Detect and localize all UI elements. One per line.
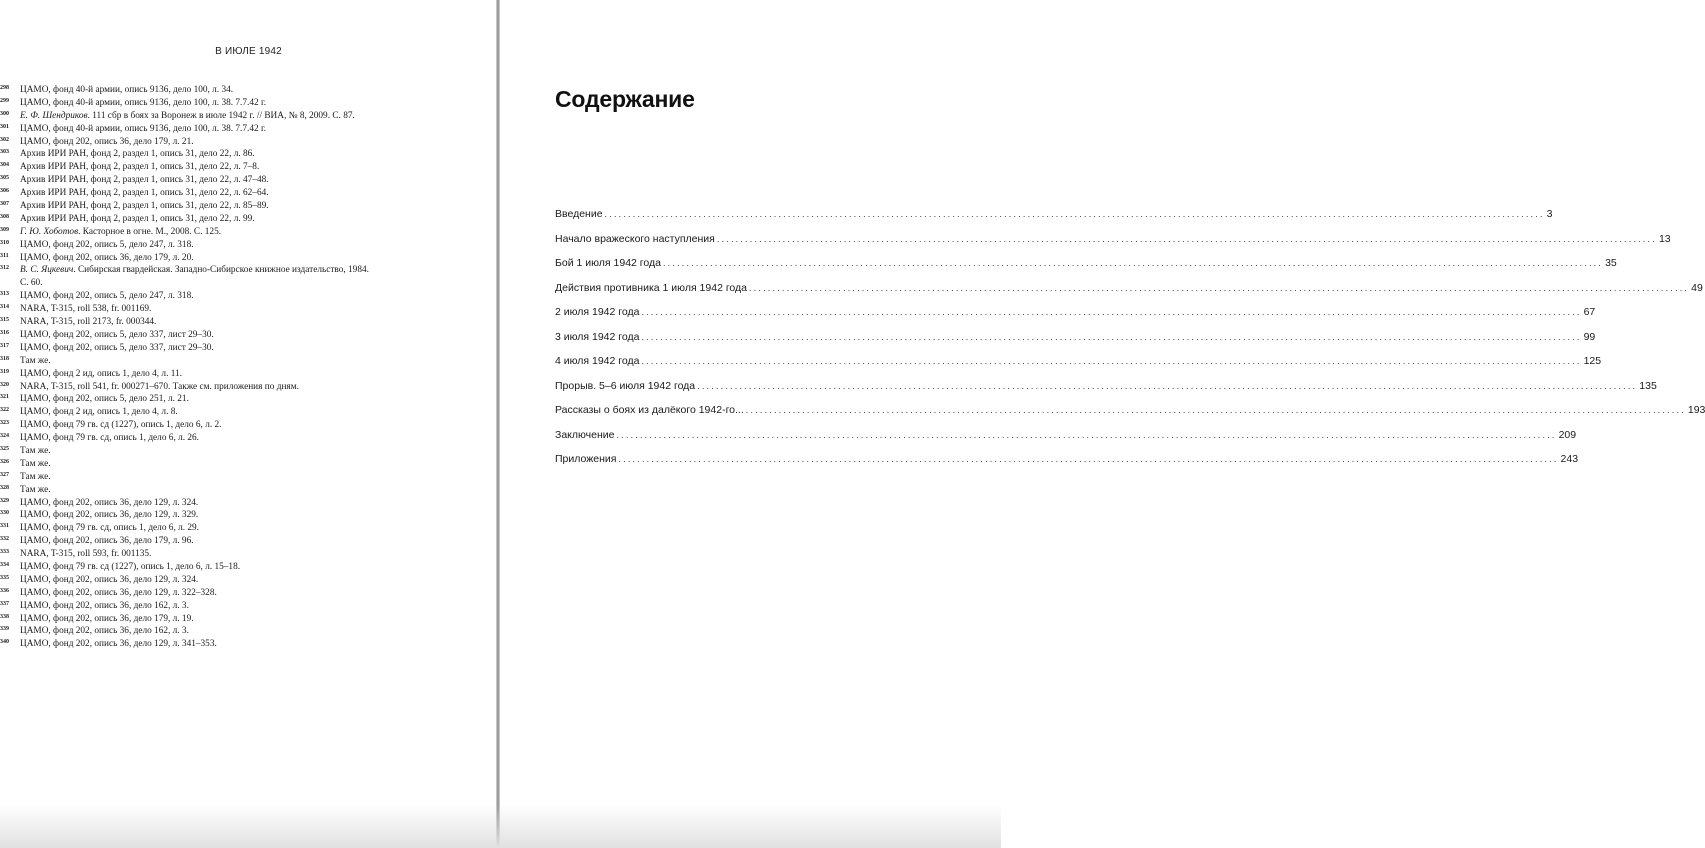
endnote-number: 333 (0, 549, 9, 556)
toc-page-number: 99 (1583, 330, 1596, 343)
endnote-citation: ЦАМО, фонд 202, опись 5, дело 247, л. 318. (20, 291, 194, 302)
endnote-text (20, 432, 199, 445)
endnote-number: 313 (0, 291, 9, 298)
toc-entry[interactable] (555, 428, 1577, 454)
endnote-text (20, 497, 198, 510)
toc-entry[interactable] (555, 257, 1617, 282)
endnote-item (0, 393, 497, 406)
endnote-item (0, 484, 497, 497)
endnote-citation: ЦАМО, фонд 202, опись 5, дело 337, лист 29–30. (20, 329, 214, 340)
endnote-number: 327 (0, 471, 9, 478)
endnote-item (0, 342, 497, 355)
endnote-text (20, 484, 51, 497)
endnote-text (20, 368, 182, 381)
toc-leader-dots: ........................................................................................................................................................................................................ (697, 380, 1638, 391)
endnote-item (0, 406, 497, 419)
toc-entry-label: Начало вражеского наступления (555, 232, 715, 245)
endnote-citation: Там же. (20, 445, 51, 456)
endnote-item (0, 587, 497, 600)
endnote-item (0, 84, 497, 97)
endnote-citation: ЦАМО, фонд 202, опись 36, дело 162, л. 3. (20, 626, 189, 637)
endnote-citation: NARA, T-315, roll 593, fr. 001135. (20, 549, 152, 560)
endnote-item (0, 419, 497, 432)
running-head: В ИЮЛЕ 1942 (215, 46, 282, 57)
endnote-item (0, 303, 497, 316)
endnote-item (0, 316, 497, 329)
endnote-text (20, 522, 199, 535)
endnote-citation: ЦАМО, фонд 202, опись 36, дело 162, л. 3. (20, 600, 189, 611)
endnote-item (0, 97, 497, 110)
endnote-item (0, 136, 497, 149)
endnote-text (20, 136, 194, 149)
endnote-text (20, 393, 189, 406)
toc-entry-label: Заключение (555, 428, 615, 441)
toc-page-number: 67 (1583, 306, 1596, 318)
endnote-citation: . Сибирская гвардейская. Западно-Сибирское книжное издательство, 1984. (73, 265, 369, 276)
endnote-item (0, 264, 497, 290)
endnote-item (0, 574, 497, 587)
endnote-citation: ЦАМО, фонд 202, опись 5, дело 247, л. 318. (20, 239, 194, 250)
endnote-text (20, 239, 194, 252)
endnote-number: 319 (0, 368, 9, 375)
toc-entry-label: Бой 1 июля 1942 года (555, 257, 661, 269)
endnote-item (0, 625, 497, 638)
toc-leader-dots: ........................................................................................................................................................................................................ (616, 429, 1557, 440)
endnote-text (20, 458, 51, 471)
endnote-citation: ЦАМО, фонд 40-й армии, опись 9136, дело 100, л. 34. (20, 85, 234, 95)
endnote-text (20, 445, 51, 458)
toc-leader-dots: ........................................................................................................................................................................................................ (745, 405, 1686, 415)
endnote-item (0, 187, 497, 200)
endnote-number: 306 (0, 188, 9, 195)
endnote-number: 298 (0, 85, 9, 91)
endnote-number: 301 (0, 123, 9, 130)
endnote-citation: ЦАМО, фонд 202, опись 5, дело 337, лист 29–30. (20, 342, 214, 353)
endnote-number: 317 (0, 342, 9, 349)
endnote-citation: ЦАМО, фонд 2 ид, опись 1, дело 4, л. 8. (20, 407, 178, 418)
endnote-text (20, 561, 240, 574)
endnote-item (0, 213, 497, 226)
toc-leader-dots: ........................................................................................................................................................................................................ (716, 233, 1657, 244)
scan-bottom-shadow (0, 805, 1001, 848)
endnote-text (20, 264, 369, 290)
endnote-number: 321 (0, 394, 9, 401)
endnote-number: 307 (0, 201, 9, 208)
endnote-number: 328 (0, 484, 9, 491)
endnote-number: 335 (0, 574, 9, 581)
endnote-number: 332 (0, 536, 9, 543)
endnote-item (0, 110, 497, 123)
endnote-number: 338 (0, 613, 9, 620)
endnote-author: Е. Ф. Шендриков (20, 110, 88, 121)
endnote-item (0, 509, 497, 522)
endnote-number: 331 (0, 523, 9, 530)
endnote-item (0, 548, 497, 561)
endnote-text (20, 123, 266, 136)
endnote-citation: ЦАМО, фонд 202, опись 36, дело 179, л. 20. (20, 252, 194, 263)
toc-page-number: 135 (1639, 379, 1657, 392)
endnote-number: 337 (0, 600, 9, 607)
endnote-item (0, 161, 497, 174)
endnote-text (20, 200, 269, 213)
toc-entry[interactable] (555, 404, 1705, 429)
toc-leader-dots: ........................................................................................................................................................................................................ (641, 356, 1582, 366)
endnote-text (20, 509, 198, 522)
endnote-number: 300 (0, 110, 9, 117)
endnote-citation: Там же. (20, 458, 51, 469)
endnote-number: 329 (0, 497, 9, 504)
toc-entry[interactable] (555, 208, 1553, 233)
toc-leader-dots: ........................................................................................................................................................................................................ (618, 454, 1559, 464)
endnote-item (0, 638, 497, 651)
toc-leader-dots: ........................................................................................................................................................................................................ (641, 331, 1582, 342)
endnote-citation: Архив ИРИ РАН, фонд 2, раздел 1, опись 31, дело 22, л. 7–8. (20, 162, 260, 173)
toc-page-number: 243 (1560, 453, 1579, 465)
toc-entry-label: 3 июля 1942 года (555, 330, 640, 343)
toc-page-number: 125 (1583, 355, 1602, 367)
toc-entry[interactable] (555, 232, 1671, 258)
table-of-contents (555, 208, 1705, 478)
endnote-citation: ЦАМО, фонд 202, опись 36, дело 129, л. 341–353. (20, 639, 217, 650)
endnote-citation: Там же. (20, 471, 51, 482)
endnote-citation: Архив ИРИ РАН, фонд 2, раздел 1, опись 31, дело 22, л. 85–89. (20, 201, 269, 212)
endnote-item (0, 239, 497, 252)
endnote-text (20, 342, 214, 355)
endnote-text (20, 97, 266, 110)
endnote-text (20, 600, 189, 613)
endnote-citation-continued: С. 60. (20, 278, 43, 289)
endnote-citation: ЦАМО, фонд 202, опись 36, дело 179, л. 19. (20, 613, 194, 624)
endnote-item (0, 561, 497, 574)
toc-entry[interactable] (555, 453, 1579, 478)
endnote-item (0, 381, 497, 394)
endnote-citation: ЦАМО, фонд 2 ид, опись 1, дело 4, л. 11. (20, 368, 183, 379)
endnote-citation: ЦАМО, фонд 202, опись 36, дело 129, л. 322–328. (20, 587, 217, 598)
endnote-citation: ЦАМО, фонд 79 гв. сд (1227), опись 1, дело 6, л. 15–18. (20, 561, 241, 572)
endnote-text (20, 226, 221, 239)
endnote-text (20, 290, 194, 303)
endnote-number: 334 (0, 561, 9, 568)
endnote-item (0, 123, 497, 136)
endnote-number: 336 (0, 587, 9, 594)
endnote-number: 323 (0, 420, 9, 427)
endnote-item (0, 600, 497, 613)
toc-leader-dots: ........................................................................................................................................................................................................ (641, 307, 1582, 317)
endnote-number: 311 (0, 252, 9, 259)
toc-entry-label: 2 июля 1942 года (555, 306, 640, 318)
endnote-text (20, 213, 255, 226)
endnote-text (20, 471, 51, 484)
toc-entry-label: Действия противника 1 июля 1942 года (555, 281, 747, 294)
endnote-text (20, 187, 269, 200)
endnote-number: 314 (0, 304, 9, 311)
endnote-author: В. С. Яцкевич (20, 265, 74, 276)
toc-entry[interactable] (555, 355, 1602, 380)
toc-entry[interactable] (555, 306, 1596, 331)
endnote-number: 310 (0, 239, 9, 246)
toc-page-number: 193 (1687, 404, 1705, 416)
endnote-number: 305 (0, 175, 9, 182)
endnote-text (20, 329, 214, 342)
endnote-item (0, 290, 497, 303)
endnote-text (20, 174, 269, 187)
toc-page-number: 209 (1558, 428, 1577, 441)
endnote-number: 303 (0, 149, 9, 156)
endnote-item (0, 522, 497, 535)
endnote-citation: Архив ИРИ РАН, фонд 2, раздел 1, опись 31, дело 22, л. 62–64. (20, 188, 269, 199)
endnote-citation: ЦАМО, фонд 202, опись 36, дело 129, л. 329. (20, 510, 199, 521)
endnote-citation: ЦАМО, фонд 79 гв. сд, опись 1, дело 6, л. 29. (20, 523, 199, 534)
endnote-text (20, 406, 178, 419)
endnote-number: 318 (0, 355, 9, 362)
endnote-number: 339 (0, 626, 9, 633)
endnote-text (20, 252, 194, 265)
endnote-citation: ЦАМО, фонд 202, опись 36, дело 179, л. 96. (20, 536, 194, 547)
toc-page-number: 49 (1691, 281, 1703, 294)
endnote-item (0, 355, 497, 368)
endnote-item (0, 226, 497, 239)
endnote-text (20, 419, 221, 432)
endnote-text (20, 316, 156, 329)
endnote-citation: ЦАМО, фонд 40-й армии, опись 9136, дело 100, л. 38. 7.7.42 г. (20, 97, 267, 108)
endnote-number: 326 (0, 458, 9, 465)
endnote-citation: ЦАМО, фонд 202, опись 36, дело 129, л. 324. (20, 574, 199, 585)
endnote-item (0, 613, 497, 626)
endnote-text (20, 625, 189, 638)
endnote-text (20, 574, 198, 587)
endnote-item (0, 200, 497, 213)
endnote-number: 325 (0, 445, 9, 452)
endnote-number: 340 (0, 639, 9, 646)
endnote-item (0, 329, 497, 342)
endnote-text (20, 355, 51, 368)
endnote-item (0, 497, 497, 510)
endnote-citation: Архив ИРИ РАН, фонд 2, раздел 1, опись 31, дело 22, л. 47–48. (20, 175, 269, 186)
endnote-citation: Там же. (20, 355, 51, 366)
endnote-number: 308 (0, 213, 9, 220)
endnote-number: 330 (0, 510, 9, 517)
endnote-citation: Архив ИРИ РАН, фонд 2, раздел 1, опись 31, дело 22, л. 99. (20, 213, 255, 224)
toc-entry[interactable] (555, 281, 1703, 307)
endnote-number: 299 (0, 97, 9, 104)
endnotes-list (0, 84, 497, 651)
endnote-citation: ЦАМО, фонд 202, опись 36, дело 179, л. 21. (20, 136, 194, 147)
toc-entry-label: Прорыв. 5–6 июля 1942 года (555, 379, 696, 392)
endnote-number: 324 (0, 433, 9, 440)
endnote-text (20, 587, 217, 600)
toc-page-number: 35 (1605, 257, 1617, 269)
endnote-item (0, 368, 497, 381)
endnote-item (0, 432, 497, 445)
endnote-item (0, 148, 497, 161)
endnote-item (0, 174, 497, 187)
endnote-number: 304 (0, 162, 9, 169)
toc-entry-label: Рассказы о боях из далёкого 1942-го... (555, 404, 744, 416)
endnote-citation: . 111 сбр в боях за Воронеж в июле 1942 г. // ВИА, № 8, 2009. С. 87. (87, 110, 355, 121)
toc-entry[interactable] (555, 379, 1657, 405)
endnote-text (20, 535, 194, 548)
toc-page-number: 3 (1546, 208, 1553, 220)
toc-entry-label: Введение (555, 208, 603, 220)
toc-leader-dots: ........................................................................................................................................................................................................ (604, 209, 1545, 219)
endnote-number: 309 (0, 226, 9, 233)
endnote-text (20, 110, 355, 123)
endnote-item (0, 252, 497, 265)
toc-leader-dots: ........................................................................................................................................................................................................ (749, 282, 1690, 293)
endnote-number: 316 (0, 329, 9, 336)
endnote-citation: ЦАМО, фонд 202, опись 36, дело 129, л. 324. (20, 497, 199, 508)
toc-entry[interactable] (555, 330, 1596, 356)
toc-entry-label: Приложения (555, 453, 617, 465)
endnote-number: 320 (0, 381, 9, 388)
endnote-number: 312 (0, 265, 9, 272)
endnote-citation: Там же. (20, 484, 51, 495)
endnote-citation: NARA, T-315, roll 538, fr. 001169. (20, 304, 152, 315)
left-page (0, 0, 497, 848)
endnote-text (20, 303, 151, 316)
endnote-citation: . Касторное в огне. М., 2008. С. 125. (78, 226, 222, 237)
toc-page-number: 13 (1658, 232, 1671, 245)
endnote-number: 315 (0, 317, 9, 324)
endnote-citation: NARA, T-315, roll 541, fr. 000271–670. Также см. приложения по дням. (20, 381, 299, 392)
toc-entry-label: 4 июля 1942 года (555, 355, 640, 367)
endnote-number: 302 (0, 136, 9, 143)
endnote-text (20, 613, 194, 626)
endnote-citation: NARA, T-315, roll 2173, fr. 000344. (20, 317, 157, 328)
endnote-citation: Архив ИРИ РАН, фонд 2, раздел 1, опись 31, дело 22, л. 86. (20, 149, 255, 160)
endnote-text (20, 148, 255, 161)
toc-leader-dots: ........................................................................................................................................................................................................ (662, 258, 1604, 268)
endnote-citation: ЦАМО, фонд 202, опись 5, дело 251, л. 21. (20, 394, 189, 405)
endnote-citation: ЦАМО, фонд 40-й армии, опись 9136, дело 100, л. 38. 7.7.42 г. (20, 123, 267, 134)
endnote-text (20, 84, 233, 97)
endnote-item (0, 458, 497, 471)
endnote-item (0, 445, 497, 458)
endnote-author: Г. Ю. Хоботов (20, 226, 79, 237)
endnote-text (20, 161, 259, 174)
endnote-citation: ЦАМО, фонд 79 гв. сд (1227), опись 1, дело 6, л. 2. (20, 420, 222, 431)
endnote-citation: ЦАМО, фонд 79 гв. сд, опись 1, дело 6, л. 26. (20, 433, 199, 444)
endnote-item (0, 471, 497, 484)
endnote-text (20, 638, 217, 651)
toc-title: Содержание (555, 86, 695, 112)
endnote-text (20, 548, 151, 561)
endnote-item (0, 535, 497, 548)
endnote-number: 322 (0, 407, 9, 414)
endnote-text (20, 381, 299, 394)
